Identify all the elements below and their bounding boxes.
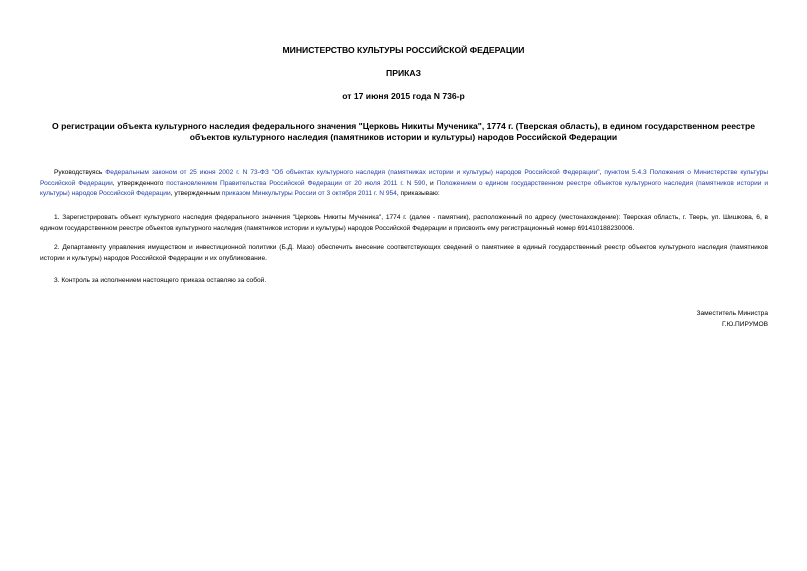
- date-number-heading: от 17 июня 2015 года N 736-р: [342, 91, 465, 101]
- basis-text-3: , утвержденного: [112, 179, 167, 187]
- registry-regulation-link[interactable]: Положением о едином государственном реестре объектов культурного наследия (памятников истории и культуры) народов Российской Федерации: [40, 179, 769, 198]
- order-item-1: 1. Зарегистрировать объект культурного наследия федерального значения "Церковь Никиты Мученика", 1774 г. (далее - памятник), расположенный по адресу (местонахождение): Тверская область, г. Тверь, ул. Шишкова, 6, в едином государственном реестре объектов культурного наследия (памятников истории и культуры) народов Российской Федерации и присвоить ему регистрационный номер 691410188230006.: [40, 214, 768, 232]
- basis-text-4: , и: [425, 179, 437, 187]
- basis-paragraph: [40, 168, 768, 200]
- document-title: О регистрации объекта культурного наследия федерального значения "Церковь Никиты Мученика", 1774 г. (Тверская область), в едином государственном реестре объектов культурного наследия (памятников истории и культуры) народов Российской Федерации: [52, 121, 755, 142]
- ministry-heading: МИНИСТЕРСТВО КУЛЬТУРЫ РОССИЙСКОЙ ФЕДЕРАЦИИ: [282, 45, 525, 55]
- basis-text-2: ,: [599, 169, 605, 176]
- basis-text-1: Руководствуясь: [54, 169, 106, 176]
- document-type-heading: ПРИКАЗ: [386, 68, 421, 78]
- government-resolution-link[interactable]: постановлением Правительства Российской Федерации от 20 июля 2011 г. N 590: [166, 179, 426, 187]
- ministry-order-link[interactable]: приказом Минкультуры России от 3 октября 2011 г. N 954: [221, 190, 397, 198]
- order-item-3: 3. Контроль за исполнением настоящего приказа оставляю за собой.: [54, 277, 267, 284]
- order-item-2: 2. Департаменту управления имуществом и инвестиционной политики (Б.Д. Мазо) обеспечить внесение соответствующих сведений о памятнике в единый государственный реестр объектов культурного наследия (памятников истории и культуры) народов Российской Федерации и их опубликование.: [40, 244, 768, 262]
- basis-text-5: , утвержденным: [170, 190, 222, 198]
- ministry-regulation-link[interactable]: пунктом 5.4.3 Положения о Министерстве культуры Российской Федерации: [40, 169, 768, 187]
- signatory-name: Г.Ю.ПИРУМОВ: [721, 321, 768, 328]
- basis-text-6: , приказываю:: [396, 190, 440, 198]
- signatory-position: Заместитель Министра: [696, 310, 768, 317]
- federal-law-link[interactable]: Федеральным законом от 25 июня 2002 г. N 73-ФЗ "Об объектах культурного наследия (памятниках истории и культуры) народов Российской Федерации": [105, 169, 600, 176]
